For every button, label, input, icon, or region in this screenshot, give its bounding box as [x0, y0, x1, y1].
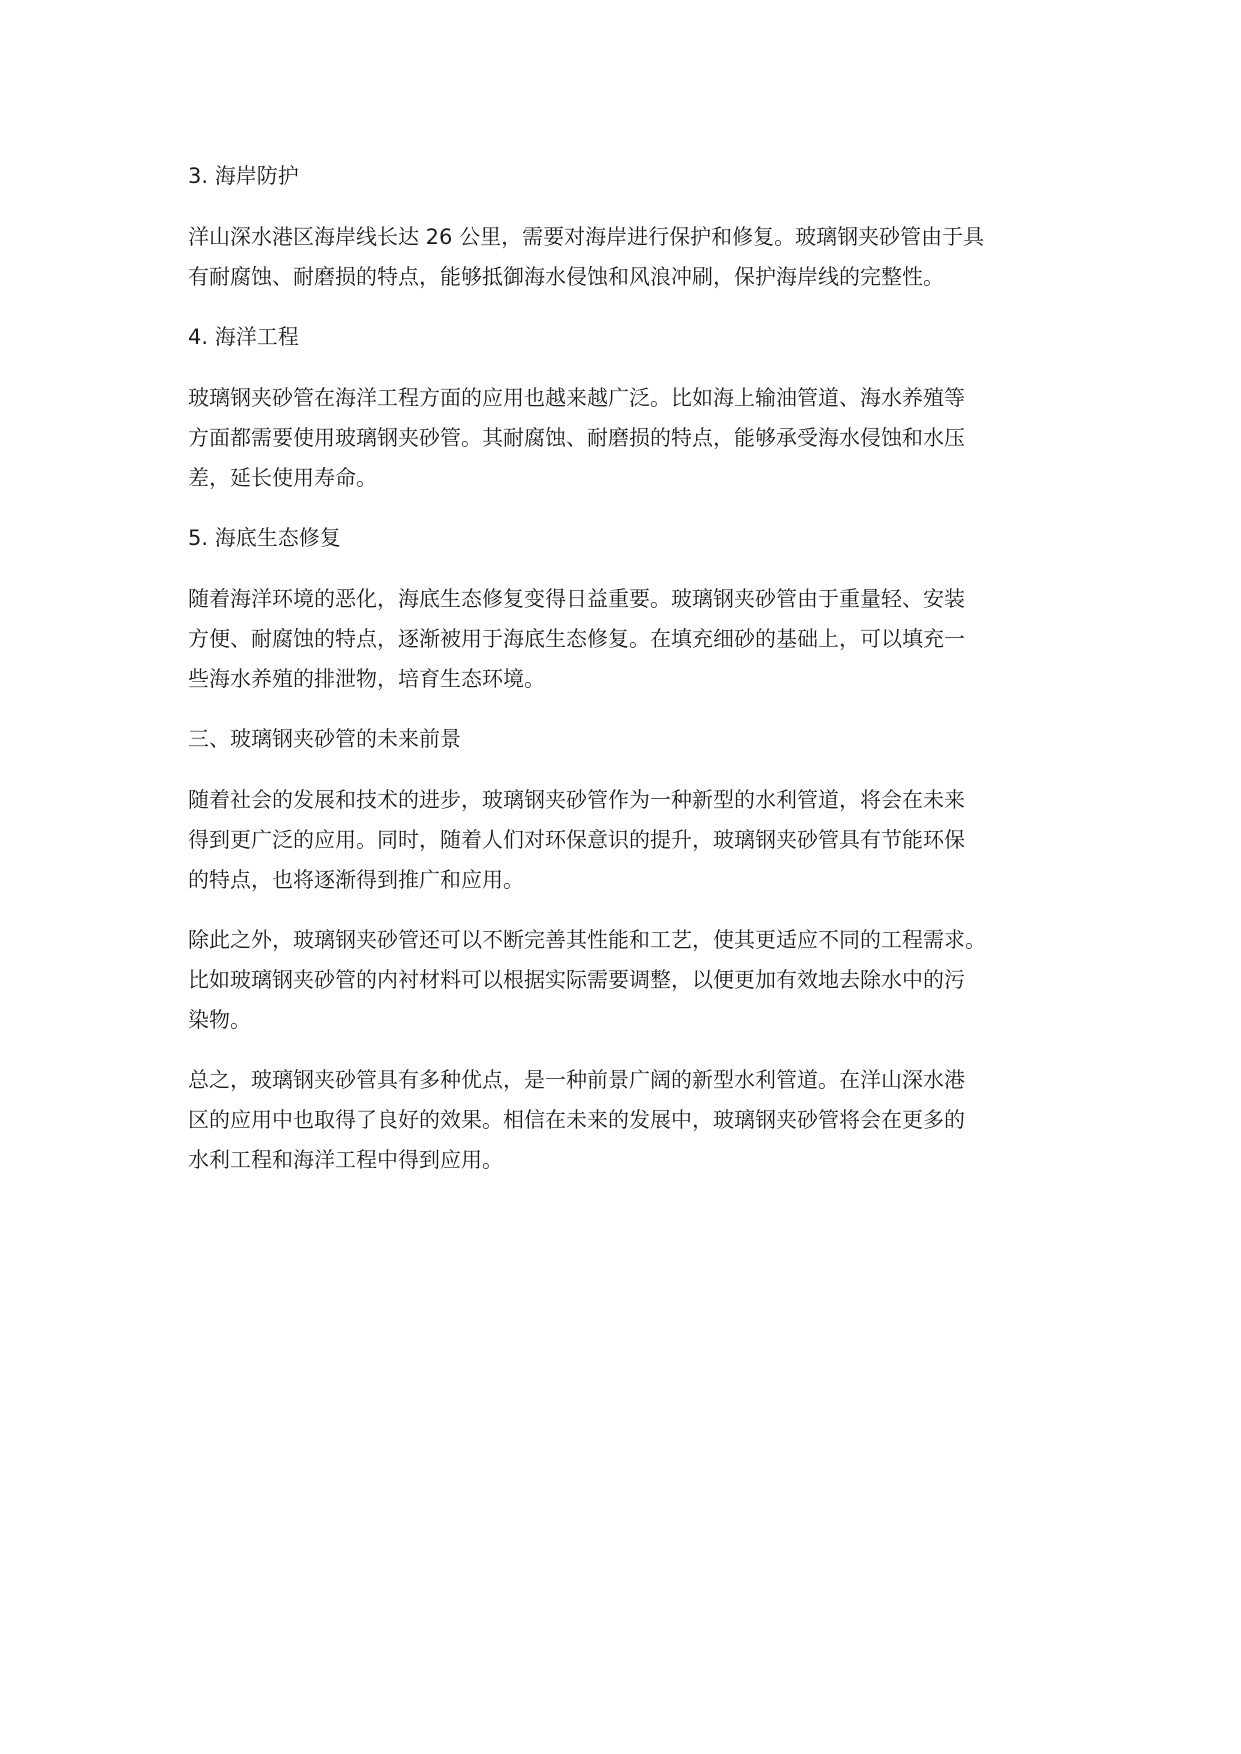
text-line: 水利工程和海洋工程中得到应用。 [188, 1148, 503, 1172]
text-line: 差，延长使用寿命。 [188, 466, 377, 490]
text-line: 方面都需要使用玻璃钢夹砂管。其耐腐蚀、耐磨损的特点，能够承受海水侵蚀和水压 [188, 426, 965, 450]
document-body [188, 156, 1068, 1180]
paragraph-seabed-restoration [188, 579, 1068, 699]
text-line: 得到更广泛的应用。同时，随着人们对环保意识的提升，玻璃钢夹砂管具有节能环保 [188, 828, 965, 852]
paragraph-future-prospects [188, 780, 1068, 900]
section-heading-coastal-protection: 3. 海岸防护 [188, 164, 299, 188]
text-line: 随着海洋环境的恶化，海底生态修复变得日益重要。玻璃钢夹砂管由于重量轻、安装 [188, 587, 965, 611]
text-line: 些海水养殖的排泄物，培育生态环境。 [188, 667, 545, 691]
text-line: 总之，玻璃钢夹砂管具有多种优点，是一种前景广阔的新型水利管道。在洋山深水港 [188, 1068, 965, 1092]
text-line: 有耐腐蚀、耐磨损的特点，能够抵御海水侵蚀和风浪冲刷，保护海岸线的完整性。 [188, 265, 944, 289]
text-line: 除此之外，玻璃钢夹砂管还可以不断完善其性能和工艺，使其更适应不同的工程需求。 [188, 928, 986, 952]
section-heading-seabed-restoration: 5. 海底生态修复 [188, 526, 341, 550]
text-line: 洋山深水港区海岸线长达 26 公里，需要对海岸进行保护和修复。玻璃钢夹砂管由于具 [188, 225, 985, 249]
text-line: 比如玻璃钢夹砂管的内衬材料可以根据实际需要调整，以便更加有效地去除水中的污 [188, 968, 965, 992]
paragraph-ocean-engineering [188, 378, 1068, 498]
text-line: 区的应用中也取得了良好的效果。相信在未来的发展中，玻璃钢夹砂管将会在更多的 [188, 1108, 965, 1132]
text-line: 方便、耐腐蚀的特点，逐渐被用于海底生态修复。在填充细砂的基础上，可以填充一 [188, 627, 965, 651]
text-line: 玻璃钢夹砂管在海洋工程方面的应用也越来越广泛。比如海上输油管道、海水养殖等 [188, 386, 965, 410]
section-heading-future-prospects: 三、玻璃钢夹砂管的未来前景 [188, 727, 461, 751]
section-heading-ocean-engineering: 4. 海洋工程 [188, 325, 299, 349]
text-line: 染物。 [188, 1008, 251, 1032]
paragraph-coastal-protection [188, 217, 1068, 297]
paragraph-conclusion [188, 1060, 1068, 1180]
paragraph-improvements [188, 920, 1068, 1040]
text-line: 的特点，也将逐渐得到推广和应用。 [188, 868, 524, 892]
text-line: 随着社会的发展和技术的进步，玻璃钢夹砂管作为一种新型的水利管道，将会在未来 [188, 788, 965, 812]
